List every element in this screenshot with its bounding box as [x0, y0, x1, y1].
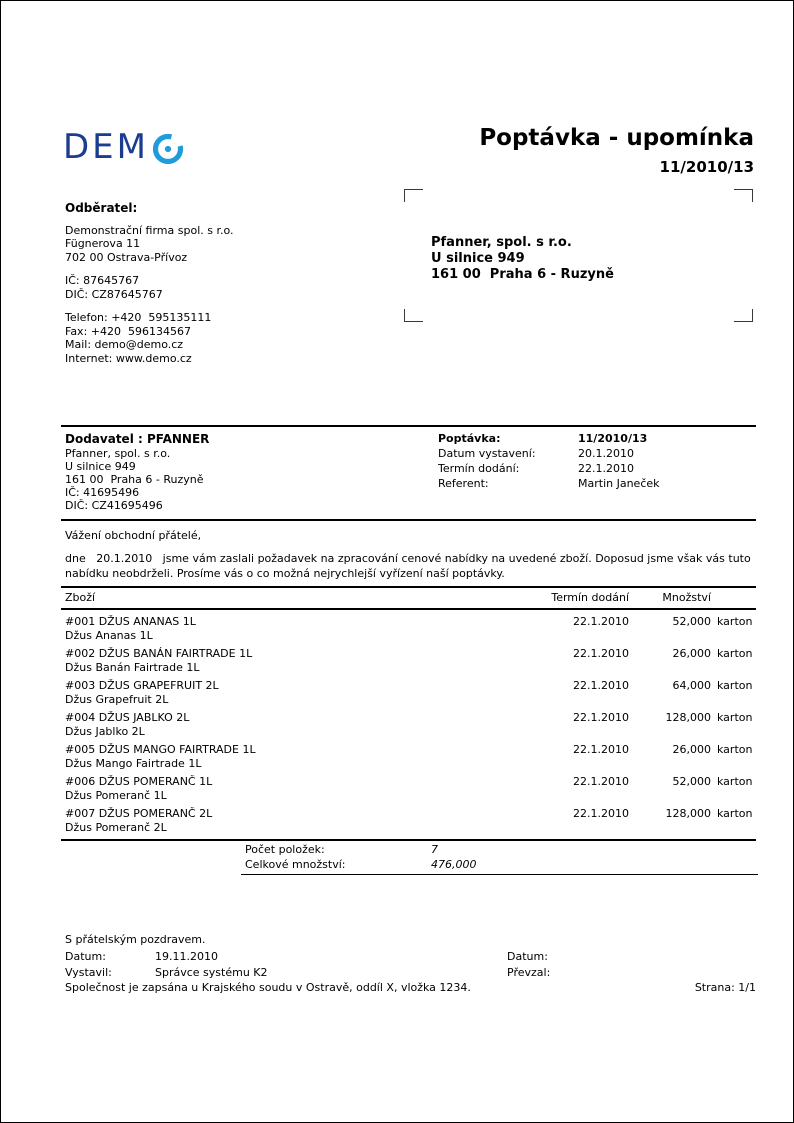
column-header-qty: Množství	[662, 591, 711, 604]
totals-row	[241, 842, 758, 857]
item-date: 22.1.2010	[573, 743, 629, 756]
recipient-address	[431, 235, 614, 283]
customer-phone: Telefon: +420 595135111	[65, 311, 212, 324]
item-code: #003 DŽUS GRAPEFRUIT 2L	[65, 679, 219, 692]
item-qty: 26,000	[672, 647, 711, 660]
recipient-street: U silnice 949	[431, 251, 525, 266]
column-header-date: Termín dodání	[551, 591, 629, 604]
page-number: Strana: 1/1	[694, 981, 756, 994]
order-info-label: Poptávka:	[438, 432, 501, 445]
item-desc: Džus Ananas 1L	[65, 629, 153, 642]
signature-row	[65, 965, 756, 981]
window-corner-top-right	[734, 189, 753, 202]
customer-fax: Fax: +420 596134567	[65, 324, 191, 338]
item-date: 22.1.2010	[573, 647, 629, 660]
received-by-label: Převzal:	[507, 966, 551, 979]
order-info-label: Termín dodání:	[438, 462, 520, 475]
item-unit: karton	[717, 647, 753, 660]
issued-by-label: Vystavil:	[65, 966, 112, 979]
customer-ic: IČ: 87645767	[65, 274, 140, 287]
totals-row	[241, 857, 758, 872]
order-info-value: 11/2010/13	[578, 432, 648, 445]
item-desc: Džus Pomeranč 1L	[65, 789, 167, 802]
items-table	[61, 586, 756, 841]
item-qty: 128,000	[665, 807, 711, 820]
supplier-ic: IČ: 41695496	[65, 486, 140, 499]
item-date: 22.1.2010	[573, 615, 629, 628]
supplier-city: 161 00 Praha 6 - Ruzyně	[65, 473, 204, 486]
received-by-value	[602, 965, 756, 981]
page-title: Poptávka - upomínka	[479, 125, 754, 151]
window-corner-bottom-right	[734, 309, 753, 322]
order-info-value: Martin Janeček	[578, 477, 660, 490]
window-corner-top-left	[404, 189, 423, 202]
item-code: #005 DŽUS MANGO FAIRTRADE 1L	[65, 743, 256, 756]
items-table-header	[61, 586, 756, 610]
item-desc: Džus Grapefruit 2L	[65, 693, 169, 706]
order-info-label: Referent:	[438, 477, 489, 490]
title-block	[479, 125, 754, 176]
item-unit: karton	[717, 679, 753, 692]
signature-row	[65, 949, 756, 965]
window-corner-bottom-left	[404, 309, 423, 322]
letter-text: dne 20.1.2010 jsme vám zaslali požadavek na zpracování cenové nabídky na uvedené zboží. Doposud jsme však vás tuto nabídku neobdrželi. Prosíme vás o co možná nejrychlejší vyřízení naší poptávky.	[65, 552, 755, 580]
item-date: 22.1.2010	[573, 807, 629, 820]
item-date: 22.1.2010	[573, 711, 629, 724]
customer-city: 702 00 Ostrava-Přívoz	[65, 250, 188, 264]
item-date: 22.1.2010	[573, 775, 629, 788]
item-row	[61, 738, 756, 770]
date-value-right	[602, 949, 756, 965]
supplier-dic: DIČ: CZ41695496	[65, 499, 163, 512]
legal-text: Společnost je zapsána u Krajského soudu v Ostravě, oddíl X, vložka 1234.	[65, 981, 471, 994]
date-label-left: Datum:	[65, 950, 106, 963]
item-unit: karton	[717, 807, 753, 820]
item-qty: 128,000	[665, 711, 711, 724]
item-desc: Džus Jablko 2L	[65, 725, 145, 738]
totals-label: Počet položek:	[245, 843, 325, 856]
date-value-left: 19.11.2010	[155, 950, 218, 963]
order-info-value: 20.1.2010	[578, 447, 634, 460]
supplier-section	[61, 425, 756, 521]
item-qty: 52,000	[672, 615, 711, 628]
order-info-row	[438, 431, 756, 446]
customer-name: Demonstrační firma spol. s r.o.	[65, 223, 234, 237]
item-code: #006 DŽUS POMERANČ 1L	[65, 775, 213, 788]
date-label-right: Datum:	[507, 950, 548, 963]
supplier-street: U silnice 949	[65, 460, 136, 473]
customer-dic: DIČ: CZ87645767	[65, 287, 163, 301]
column-header-item: Zboží	[65, 591, 96, 604]
item-code: #007 DŽUS POMERANČ 2L	[65, 807, 213, 820]
item-row	[61, 770, 756, 802]
recipient-city: 161 00 Praha 6 - Ruzyně	[431, 267, 614, 282]
item-row	[61, 610, 756, 642]
customer-block	[65, 202, 234, 375]
item-row	[61, 706, 756, 738]
supplier-block	[65, 431, 438, 512]
item-unit: karton	[717, 743, 753, 756]
customer-mail: Mail: demo@demo.cz	[65, 338, 184, 351]
item-date: 22.1.2010	[573, 679, 629, 692]
closing-text: S přátelským pozdravem.	[65, 933, 206, 946]
totals-value: 476,000	[431, 858, 477, 871]
order-info-value: 22.1.2010	[578, 462, 634, 475]
item-qty: 52,000	[672, 775, 711, 788]
letter-salutation: Vážení obchodní přátelé,	[65, 529, 202, 542]
item-row	[61, 642, 756, 674]
recipient-address-window	[404, 189, 753, 322]
customer-internet: Internet: www.demo.cz	[65, 351, 192, 365]
logo-ring-icon	[150, 130, 186, 166]
order-info-row	[438, 446, 756, 461]
item-unit: karton	[717, 775, 753, 788]
item-code: #004 DŽUS JABLKO 2L	[65, 711, 190, 724]
order-info-row	[438, 476, 756, 491]
item-row	[61, 802, 756, 834]
customer-street: Fügnerova 11	[65, 237, 141, 250]
item-unit: karton	[717, 711, 753, 724]
totals-value: 7	[431, 843, 438, 856]
supplier-name: Pfanner, spol. s r.o.	[65, 447, 171, 460]
signature-rows	[65, 949, 756, 981]
order-info-row	[438, 461, 756, 476]
item-code: #001 DŽUS ANANAS 1L	[65, 615, 196, 628]
item-row	[61, 674, 756, 706]
item-desc: Džus Banán Fairtrade 1L	[65, 661, 200, 674]
item-desc: Džus Mango Fairtrade 1L	[65, 757, 202, 770]
document-number: 11/2010/13	[659, 158, 754, 176]
legal-row	[65, 981, 756, 994]
item-qty: 26,000	[672, 743, 711, 756]
company-logo	[63, 127, 186, 167]
totals-label: Celkové množství:	[245, 858, 346, 871]
logo-text: DEM	[63, 127, 149, 167]
issued-by-value: Správce systému K2	[155, 966, 268, 979]
recipient-name: Pfanner, spol. s r.o.	[431, 235, 572, 250]
order-info-block	[438, 431, 756, 512]
item-unit: karton	[717, 615, 753, 628]
item-qty: 64,000	[672, 679, 711, 692]
supplier-heading: Dodavatel : PFANNER	[65, 432, 210, 446]
customer-heading: Odběratel:	[65, 201, 138, 215]
totals-block	[241, 842, 758, 875]
item-code: #002 DŽUS BANÁN FAIRTRADE 1L	[65, 647, 253, 660]
item-desc: Džus Pomeranč 2L	[65, 821, 167, 834]
order-info-label: Datum vystavení:	[438, 447, 536, 460]
letter-body	[65, 528, 757, 581]
